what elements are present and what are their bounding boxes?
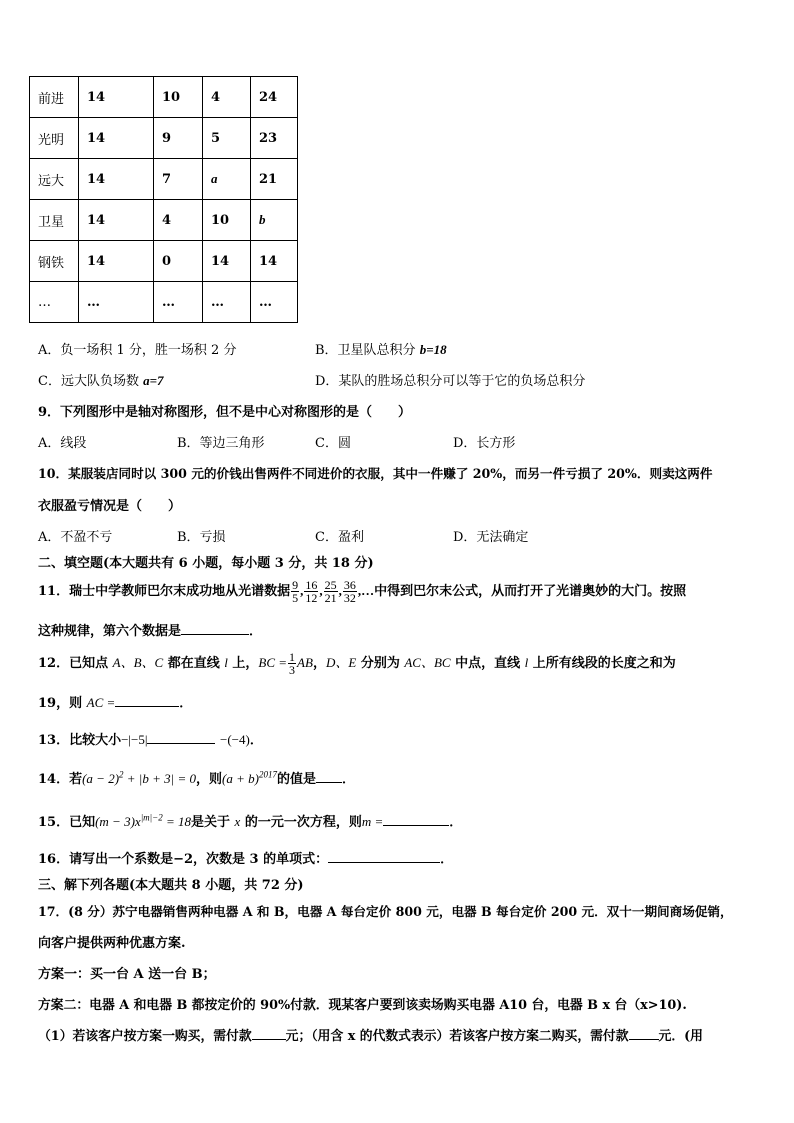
q11-comma: , <box>300 583 304 598</box>
q11-pre: 11．瑞士中学教师巴尔末成功地从光谱数据 <box>38 584 291 599</box>
q12-points: A、B、C <box>112 655 164 670</box>
q12-frac-num: 1 <box>289 650 296 664</box>
table-cell: 14 <box>203 241 251 282</box>
q12-post: 上所有线段的长度之和为 <box>528 656 676 671</box>
section-3-heading: 三、解下列各题(本大题共 8 小题，共 72 分) <box>38 878 304 893</box>
table-row <box>30 118 298 159</box>
q11-fraction-denominator: 32 <box>343 591 356 605</box>
q12-line2: 19，则 AC = ． <box>38 695 193 711</box>
q13-line: 13．比较大小−|−5| −(−4)． <box>38 732 263 748</box>
q14-pre: 14．若 <box>38 772 83 787</box>
q10-option-d: D．无法确定 <box>453 530 529 545</box>
q17-plan1: 方案一：买一台 A 送一台 B； <box>38 967 216 982</box>
table-cell: … <box>154 282 203 323</box>
q15-exponent: |m|−2 <box>140 812 163 823</box>
q12-line-l-1: l <box>224 655 228 670</box>
q11-fraction-denominator: 12 <box>305 591 318 605</box>
q11-ellipsis: ,… <box>357 583 375 598</box>
table-cell: 14 <box>79 241 154 282</box>
q14-expression <box>82 771 196 786</box>
q14-line: 14．若$(a - 2)^2 + |b + 3| = 0$，则$(a + b)^{2017}$的值是 ． <box>38 769 355 787</box>
q13-answer-blank[interactable] <box>147 730 215 744</box>
table-cell: … <box>30 282 79 323</box>
q12-line2-math: AC = <box>86 695 116 710</box>
table-cell: 远大 <box>30 159 79 200</box>
q9-option-c: C．圆 <box>315 436 351 451</box>
table-cell: 24 <box>251 77 298 118</box>
q11-line1 <box>38 576 686 607</box>
q16-answer-blank[interactable] <box>328 849 440 863</box>
table-cell: 14 <box>79 159 154 200</box>
q10-stem-line1: 10．某服装店同时以 300 元的价钱出售两件不同进价的衣服，其中一件赚了 20%，而另一件亏损了 20%．则卖这两件 <box>38 466 713 481</box>
q12-line-l-2: l <box>524 655 529 670</box>
table-cell: 21 <box>251 159 298 200</box>
q16-line: 16．请写出一个系数是−2，次数是 3 的单项式： ． <box>38 848 453 867</box>
q8-option-c <box>38 370 164 389</box>
q8-option-a-text: A．负一场积 1 分，胜一场积 2 分 <box>38 343 237 358</box>
table-cell: 10 <box>154 77 203 118</box>
table-row <box>30 241 298 282</box>
q11-comma: , <box>319 583 323 598</box>
q11-line2: 这种规律，第六个数据是 ． <box>38 620 262 639</box>
q15-answer-blank[interactable] <box>383 812 449 826</box>
q17-sub1-blank-1[interactable] <box>252 1026 286 1040</box>
q12-line1 <box>38 648 676 679</box>
table-cell: 4 <box>154 200 203 241</box>
q13-pre: 13．比较大小 <box>38 733 122 748</box>
table-cell: … <box>251 282 298 323</box>
table-cell: … <box>79 282 154 323</box>
q15-line: 15．已知$(m - 3)x^{|m|-2} = 18$是关于 x 的一元一次方程，则m = ． <box>38 812 463 830</box>
q15-mid: 是关于 <box>191 815 235 830</box>
q12-mid5: 中点，直线 <box>450 656 525 671</box>
table-cell: … <box>203 282 251 323</box>
table-cell: 7 <box>154 159 203 200</box>
q8-option-c-text: C．远大队负场数 <box>38 374 144 389</box>
q11-fraction <box>343 579 357 604</box>
q12-frac-den: 3 <box>289 663 296 677</box>
q17-plan2: 方案二：电器 A 和电器 B 都按定价的 90%付款．现某客户要到该卖场购买电器 A10 台，电器 B x 台（x>10). <box>38 998 687 1013</box>
q17-sub1-c: 元．(用 <box>658 1029 703 1044</box>
q17-line2: 向客户提供两种优惠方案. <box>38 936 186 951</box>
table-cell: 10 <box>203 200 251 241</box>
q8-option-b-math: b=18 <box>419 342 447 357</box>
q15-x: x <box>234 814 241 829</box>
table-cell: 5 <box>203 118 251 159</box>
q8-option-a <box>38 339 236 358</box>
q14-exponent-1: 2 <box>119 769 124 780</box>
q14-expr-1: (a − 2) <box>82 771 120 786</box>
q12-eq-left: BC = <box>258 655 288 670</box>
q17-sub1-a: （1）若该客户按方案一购买，需付款 <box>38 1029 252 1044</box>
q17-sub1-blank-2[interactable] <box>629 1026 659 1040</box>
q11-line2-text: 这种规律，第六个数据是 <box>38 624 182 639</box>
q11-fraction-numerator: 36 <box>343 578 356 592</box>
section-2-heading: 二、填空题(本大题共有 6 小题，每小题 3 分，共 18 分) <box>38 556 374 571</box>
q8-option-d-text: D．某队的胜场总积分可以等于它的负场总积分 <box>315 374 586 389</box>
q8-option-b <box>315 339 447 358</box>
table-row <box>30 282 298 323</box>
q8-option-b-text: B．卫星队总积分 <box>315 343 420 358</box>
q10-option-c: C．盈利 <box>315 530 364 545</box>
q11-fraction-denominator: 21 <box>324 591 337 605</box>
table-row <box>30 200 298 241</box>
q10-option-a: A．不盈不亏 <box>38 530 113 545</box>
q12-mid2: 上， <box>227 656 259 671</box>
q11-comma: , <box>338 583 342 598</box>
q14-expr-2: + |b + 3| = 0 <box>123 771 196 786</box>
q15-equation <box>95 814 191 829</box>
q11-fraction-numerator: 9 <box>292 578 299 592</box>
q9-option-a: A．线段 <box>38 436 87 451</box>
table-cell: 前进 <box>30 77 79 118</box>
q8-option-c-math: a=7 <box>143 373 164 388</box>
q14-answer-blank[interactable] <box>316 769 342 783</box>
q14-expr-3: (a + b) <box>222 771 259 786</box>
q17-sub1-b: 元；（用含 x 的代数式表示）若该客户按方案二购买，需付款 <box>285 1029 629 1044</box>
q17-sub1 <box>38 1025 703 1044</box>
q12-fraction <box>288 651 296 676</box>
q12-mid4: 分别为 <box>356 656 405 671</box>
table-cell: 14 <box>79 118 154 159</box>
q11-fraction <box>304 579 318 604</box>
q10-option-b: B．亏损 <box>177 530 226 545</box>
table-cell: a <box>203 159 251 200</box>
q11-fraction-denominator: 5 <box>292 591 299 605</box>
table-cell: 钢铁 <box>30 241 79 282</box>
q14-expression-2 <box>222 771 277 786</box>
q15-m: m = <box>361 814 384 829</box>
q11-fraction-list <box>290 578 358 605</box>
table-cell: 9 <box>154 118 203 159</box>
q15-pre: 15．已知 <box>38 815 96 830</box>
table-cell: 0 <box>154 241 203 282</box>
q9-option-d: D．长方形 <box>453 436 516 451</box>
q12-de: D、E <box>325 655 357 670</box>
q11-post: 中得到巴尔末公式，从而打开了光谱奥妙的大门。按照 <box>374 584 687 599</box>
table-cell: b <box>251 200 298 241</box>
q14-exponent-2: 2017 <box>258 769 277 780</box>
q11-fraction <box>291 579 299 604</box>
q11-fraction-numerator: 25 <box>324 578 337 592</box>
q15-expr-2: = 18 <box>162 814 191 829</box>
table-row <box>30 159 298 200</box>
q11-fraction <box>324 579 338 604</box>
table-row <box>30 77 298 118</box>
q12-mid1: 都在直线 <box>163 656 225 671</box>
table-cell: 14 <box>79 77 154 118</box>
q12-acbc: AC、BC <box>404 655 451 670</box>
table-cell: 14 <box>79 200 154 241</box>
q12-answer-blank[interactable] <box>115 693 179 707</box>
q17-line1: 17．(8 分）苏宁电器销售两种电器 A 和 B，电器 A 每台定价 800 元，电器 B 每台定价 200 元．双十一期间商场促销， <box>38 904 733 919</box>
q13-right-expr: −(−4) <box>220 732 250 747</box>
q15-expr: (m − 3)x <box>95 814 141 829</box>
table-cell: 14 <box>251 241 298 282</box>
q8-option-d <box>315 370 585 389</box>
table-cell: 光明 <box>30 118 79 159</box>
q12-mid3: ， <box>312 656 326 671</box>
table-cell: 23 <box>251 118 298 159</box>
score-table <box>29 76 298 323</box>
table-cell: 4 <box>203 77 251 118</box>
q16-text: 16．请写出一个系数是−2，次数是 3 的单项式： <box>38 852 329 867</box>
table-cell: 卫星 <box>30 200 79 241</box>
q12-pre: 12．已知点 <box>38 656 113 671</box>
q12-line2-pre: 19，则 <box>38 696 87 711</box>
q11-answer-blank[interactable] <box>181 621 249 635</box>
q9-stem: 9．下列图形中是轴对称图形，但不是中心对称图形的是（ ） <box>38 405 412 420</box>
q15-mid2: 的一元一次方程，则 <box>240 815 362 830</box>
q13-left-expr: −|−5| <box>121 732 148 747</box>
q9-option-b: B．等边三角形 <box>177 436 265 451</box>
q14-mid: ，则 <box>196 772 223 787</box>
q14-post: 的值是 <box>276 772 316 787</box>
q12-eq-right: AB <box>297 655 313 670</box>
q11-fraction-numerator: 16 <box>305 578 318 592</box>
q10-stem-line2: 衣服盈亏情况是（ ） <box>38 499 182 514</box>
